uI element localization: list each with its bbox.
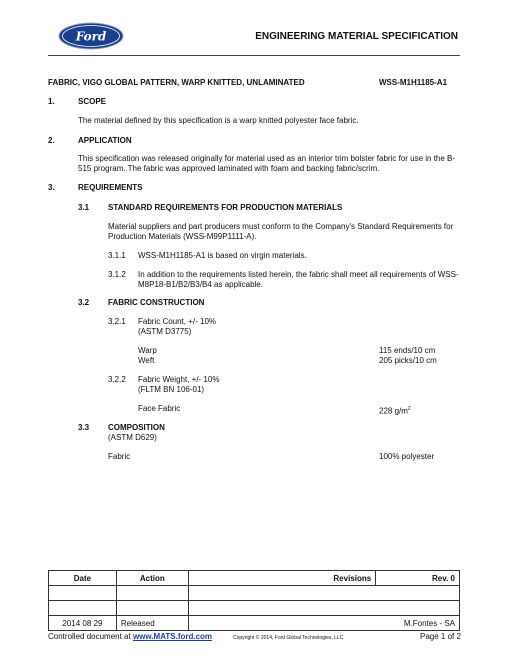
item-3-2-2-number: 3.2.2 [108,375,126,384]
weft-value: 205 picks/10 cm [379,356,437,365]
footer-page-number: Page 1 of 2 [420,632,461,641]
section-3-2-number: 3.2 [78,298,90,307]
spec-header-title: ENGINEERING MATERIAL SPECIFICATION [255,31,458,42]
item-3-2-1-number: 3.2.1 [108,317,126,326]
warp-value: 115 ends/10 cm [379,346,436,355]
section-3-3-title: COMPOSITION [108,423,165,432]
section-3-number: 3. [48,183,55,192]
item-3-1-1-text: WSS-M1H1185-A1 is based on virgin materials. [138,251,307,260]
revision-table [48,570,460,631]
item-3-2-2-line1: Fabric Weight, +/- 10% [138,375,220,384]
section-3-3-number: 3.3 [78,423,90,432]
section-1-text: The material defined by this specification is a warp knitted polyester face fabric. [78,116,359,125]
item-3-1-2-number: 3.1.2 [108,270,126,279]
svg-text:Ford: Ford [75,29,107,44]
doc-title: FABRIC, VIGO GLOBAL PATTERN, WARP KNITTED, UNLAMINATED [48,78,305,87]
item-3-2-1-line1: Fabric Count, +/- 10% [138,317,217,326]
section-3-1-number: 3.1 [78,203,90,212]
section-3-1-text: Material suppliers and part producers must conform to the Company's Standard Requirements for Production Materials (WSS-M99P1111-A). [108,222,454,241]
item-3-2-1-line2: (ASTM D3775) [138,327,192,336]
composition-fabric-label: Fabric [108,452,131,461]
face-fabric-label: Face Fabric [138,404,181,413]
item-3-1-1-number: 3.1.1 [108,251,126,260]
revision-header-row [49,571,460,586]
ford-logo [58,22,124,50]
mats-link[interactable]: www.MATS.ford.com [132,632,213,641]
table-row [49,586,460,601]
section-1-title: SCOPE [78,97,107,106]
revision-author: M.Fontes - SA [188,616,459,631]
footer-controlled-text: Controlled document at [48,632,133,641]
doc-number: WSS-M1H1185-A1 [379,78,448,87]
item-3-2-2-line2: (FLTM BN 106-01) [138,385,205,394]
revisions-header: Revisions [188,571,375,586]
section-3-title: REQUIREMENTS [78,183,143,192]
revision-action: Released [116,616,188,631]
date-header: Date [49,571,117,586]
rev-header: Rev. 0 [376,571,460,586]
section-3-3-method: (ASTM D629) [108,433,157,442]
revision-date: 2014 08 29 [49,616,117,631]
table-row [49,601,460,616]
section-2-text: This specification was released originally for material used as an interior trim bolster fabric for use in the B-515 program. The fabric was approved laminated with foam and backing fabric/scrim. [78,154,456,173]
section-3-1-title: STANDARD REQUIREMENTS FOR PRODUCTION MATERIALS [108,203,343,212]
section-1-number: 1. [48,97,55,106]
section-3-2-title: FABRIC CONSTRUCTION [108,298,205,307]
face-fabric-value: 228 $g/m^2$ [379,406,411,416]
section-2-number: 2. [48,136,55,145]
composition-fabric-value: 100% polyester [379,452,435,461]
item-3-1-2-text: In addition to the requirements listed herein, the fabric shall meet all requirements of WSS-M8P18-B1/B2/B3/B4 as applicable. [138,270,459,289]
warp-label: Warp [138,346,157,355]
action-header: Action [116,571,188,586]
footer-controlled [48,632,212,642]
table-row [49,616,460,631]
weft-label: Weft [138,356,155,365]
footer-copyright: Copyright © 2014, Ford Global Technologies, LLC [233,635,344,641]
header-rule [48,55,460,56]
section-2-title: APPLICATION [78,136,132,145]
